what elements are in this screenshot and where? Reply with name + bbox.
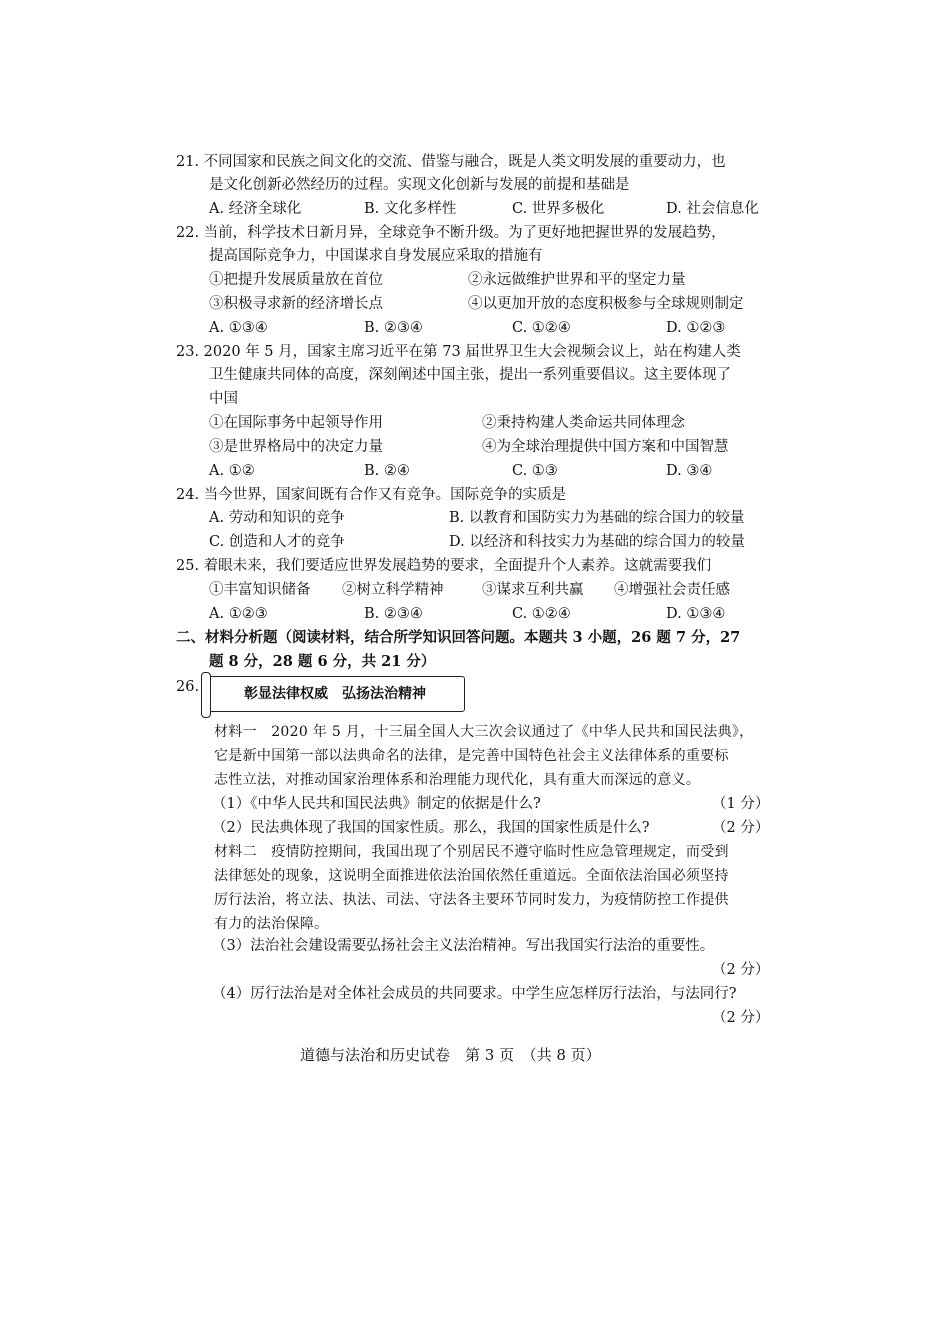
q25-option-a: A. ①②③ <box>209 606 268 622</box>
q26-sub2: （2）民法典体现了我国的国家性质。那么，我国的国家性质是什么? <box>212 820 650 836</box>
q22-item-1: ①把提升发展质量放在首位 <box>209 272 383 288</box>
q23-line2: 卫生健康共同体的高度，深刻阐述中国主张，提出一系列重要倡议。这主要体现了 <box>209 367 731 383</box>
q26-sub1: （1）《中华人民共和国民法典》制定的依据是什么? <box>212 796 541 812</box>
q25-item-2: ②树立科学精神 <box>342 582 444 598</box>
q26-material2-line3: 厉行法治，将立法、执法、司法、守法各主要环节同时发力，为疫情防控工作提供 <box>214 892 729 908</box>
q26-material1-line2: 它是新中国第一部以法典命名的法律，是完善中国特色社会主义法律体系的重要标 <box>214 748 729 764</box>
q26-material2-line1: 材料二 疫情防控期间，我国出现了个别居民不遵守临时性应急管理规定，而受到 <box>214 844 729 860</box>
q23-item-3: ③是世界格局中的决定力量 <box>209 439 383 455</box>
q22-line2: 提高国际竞争力，中国谋求自身发展应采取的措施有 <box>209 248 543 264</box>
q26-sub3-score: （2 分） <box>712 962 770 978</box>
q23-option-a: A. ①② <box>209 463 255 479</box>
q23-option-b: B. ②④ <box>364 463 410 479</box>
q23-line1: 23. 2020 年 5 月，国家主席习近平在第 73 届世界卫生大会视频会议上，站在构建人类 <box>176 344 741 360</box>
section2-heading-line2: 题 8 分，28 题 6 分，共 21 分） <box>209 653 436 670</box>
q22-item-4: ④以更加开放的态度积极参与全球规则制定 <box>468 296 744 312</box>
q26-sub3: （3）法治社会建设需要弘扬社会主义法治精神。写出我国实行法治的重要性。 <box>212 938 715 954</box>
q23-item-2: ②秉持构建人类命运共同体理念 <box>482 415 685 431</box>
q26-number: 26. <box>176 679 200 695</box>
page-footer: 道德与法治和历史试卷 第 3 页 （共 8 页） <box>300 1046 601 1064</box>
q22-option-a: A. ①③④ <box>209 320 268 336</box>
q21-option-c: C. 世界多极化 <box>512 201 605 217</box>
q23-option-d: D. ③④ <box>666 463 713 479</box>
q21-option-d: D. 社会信息化 <box>666 201 759 217</box>
q26-sub4-score: （2 分） <box>712 1010 770 1026</box>
q22-item-2: ②永远做维护世界和平的坚定力量 <box>468 272 686 288</box>
q25-option-d: D. ①③④ <box>666 606 726 622</box>
q23-option-c: C. ①③ <box>512 463 558 479</box>
q26-material2-line2: 法律惩处的现象，这说明全面推进依法治国依然任重道远。全面依法治国必须坚持 <box>214 868 729 884</box>
q26-material1-line1: 材料一 2020 年 5 月，十三届全国人大三次会议通过了《中华人民共和国民法典》， <box>214 724 754 740</box>
q25-option-b: B. ②③④ <box>364 606 423 622</box>
q26-scroll-banner: 彰显法律权威 弘扬法治精神 <box>205 676 465 712</box>
q23-item-1: ①在国际事务中起领导作用 <box>209 415 383 431</box>
q21-option-b: B. 文化多样性 <box>364 201 457 217</box>
q22-option-c: C. ①②④ <box>512 320 571 336</box>
q26-sub1-score: （1 分） <box>712 796 770 812</box>
q21-line2: 是文化创新必然经历的过程。实现文化创新与发展的前提和基础是 <box>209 177 630 193</box>
q25-item-4: ④增强社会责任感 <box>614 582 730 598</box>
q24-option-a: A. 劳动和知识的竞争 <box>209 510 345 526</box>
q26-material2-line4: 有力的法治保障。 <box>214 916 329 932</box>
q21-option-a: A. 经济全球化 <box>209 201 302 217</box>
q21-line1: 21. 不同国家和民族之间文化的交流、借鉴与融合，既是人类文明发展的重要动力，也 <box>176 154 726 170</box>
q24-line1: 24. 当今世界，国家间既有合作又有竞争。国际竞争的实质是 <box>176 487 567 503</box>
q22-option-b: B. ②③④ <box>364 320 423 336</box>
q26-material1-line3: 志性立法，对推动国家治理体系和治理能力现代化，具有重大而深远的意义。 <box>214 772 701 788</box>
q23-item-4: ④为全球治理提供中国方案和中国智慧 <box>482 439 729 455</box>
q25-item-3: ③谋求互利共赢 <box>482 582 584 598</box>
q25-item-1: ①丰富知识储备 <box>209 582 311 598</box>
q23-line3: 中国 <box>209 391 238 407</box>
q26-sub2-score: （2 分） <box>712 820 770 836</box>
q24-option-d: D. 以经济和科技实力为基础的综合国力的较量 <box>449 534 745 550</box>
q22-item-3: ③积极寻求新的经济增长点 <box>209 296 383 312</box>
q25-option-c: C. ①②④ <box>512 606 571 622</box>
q26-sub4: （4）厉行法治是对全体社会成员的共同要求。中学生应怎样厉行法治，与法同行? <box>212 986 737 1002</box>
q24-option-b: B. 以教育和国防实力为基础的综合国力的较量 <box>449 510 745 526</box>
q24-option-c: C. 创造和人才的竞争 <box>209 534 345 550</box>
q22-option-d: D. ①②③ <box>666 320 726 336</box>
q25-line1: 25. 着眼未来，我们要适应世界发展趋势的要求，全面提升个人素养。这就需要我们 <box>176 558 712 574</box>
q22-line1: 22. 当前，科学技术日新月异，全球竞争不断升级。为了更好地把握世界的发展趋势， <box>176 225 726 241</box>
section2-heading-line1: 二、材料分析题（阅读材料，结合所学知识回答问题。本题共 3 小题，26 题 7 分，27 <box>176 629 741 646</box>
